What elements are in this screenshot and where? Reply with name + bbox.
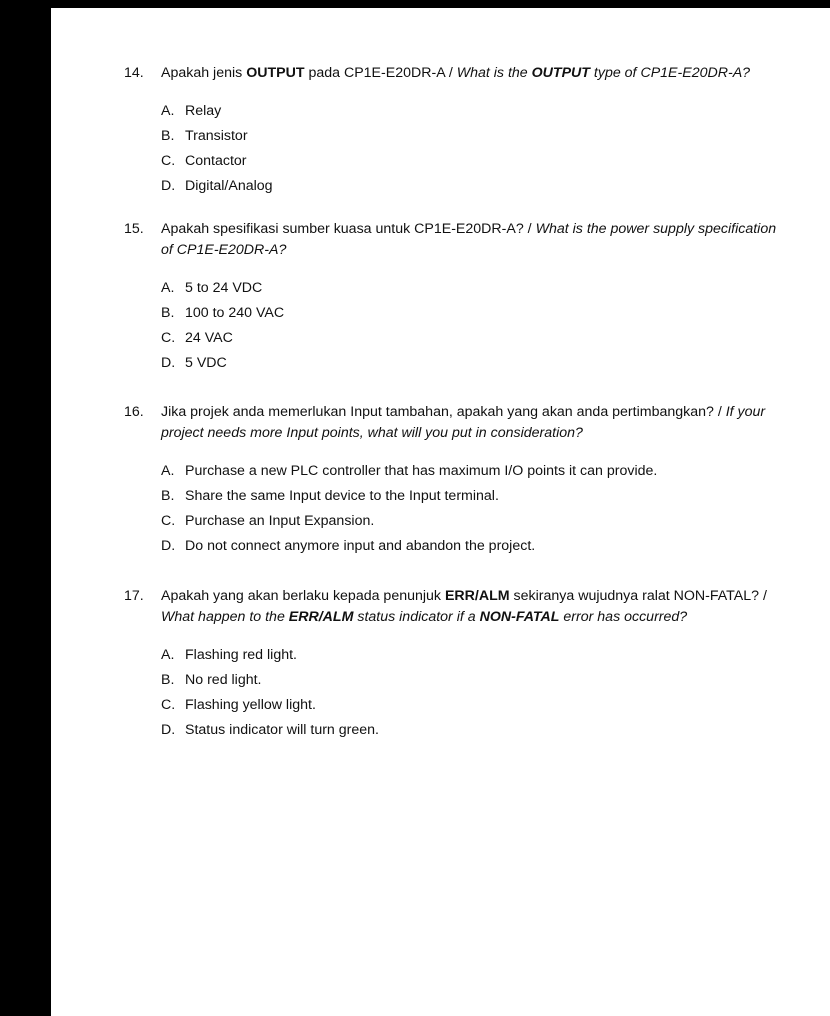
question-14: [124, 63, 784, 199]
question-16: [124, 402, 784, 559]
question-number: 16.: [124, 404, 144, 420]
option-c: C. Flashing yellow light.: [161, 697, 316, 713]
options-list: [124, 643, 784, 743]
question-stem: 15. Apakah spesifikasi sumber kuasa untuk CP1E-E20DR-A? / What is the power supply specification of CP1E-E20DR-A?: [124, 221, 777, 258]
question-number: 14.: [124, 65, 144, 81]
question-number: 15.: [124, 221, 144, 237]
option-c: C. 24 VAC: [161, 330, 233, 346]
question-stem: 17. Apakah yang akan berlaku kepada penunjuk ERR/ALM sekiranya wujudnya ralat NON-FATAL? / What happen to the ERR/ALM status indicator if a NON-FATAL error has occurred?: [124, 588, 767, 625]
options-list: [124, 99, 784, 199]
question-stem: 14. Apakah jenis OUTPUT pada CP1E-E20DR-A / What is the OUTPUT type of CP1E-E20DR-A?: [124, 63, 784, 84]
option-a: A. Relay: [161, 103, 222, 119]
question-number: 17.: [124, 588, 144, 604]
option-b: B. 100 to 240 VAC: [161, 305, 285, 321]
option-a: A. Purchase a new PLC controller that has maximum I/O points it can provide.: [161, 463, 658, 479]
option-b: B. Transistor: [161, 128, 248, 144]
option-c: C. Contactor: [161, 153, 247, 169]
option-a: A. Flashing red light.: [161, 647, 297, 663]
question-15: [124, 219, 784, 376]
question-17: [124, 586, 784, 743]
question-stem: 16. Jika projek anda memerlukan Input tambahan, apakah yang akan anda pertimbangkan? / If your project needs more Input points, what will you put in consideration?: [124, 404, 766, 441]
option-d: D. Status indicator will turn green.: [161, 722, 379, 738]
option-d: D. Do not connect anymore input and abandon the project.: [161, 538, 536, 554]
option-d: D. Digital/Analog: [161, 178, 273, 194]
options-list: [124, 276, 784, 376]
option-b: B. No red light.: [161, 672, 262, 688]
option-a: A. 5 to 24 VDC: [161, 280, 263, 296]
option-b: B. Share the same Input device to the Input terminal.: [161, 488, 499, 504]
option-d: D. 5 VDC: [161, 355, 227, 371]
options-list: [124, 459, 784, 559]
option-c: C. Purchase an Input Expansion.: [161, 513, 375, 529]
document-page: [51, 8, 830, 1016]
